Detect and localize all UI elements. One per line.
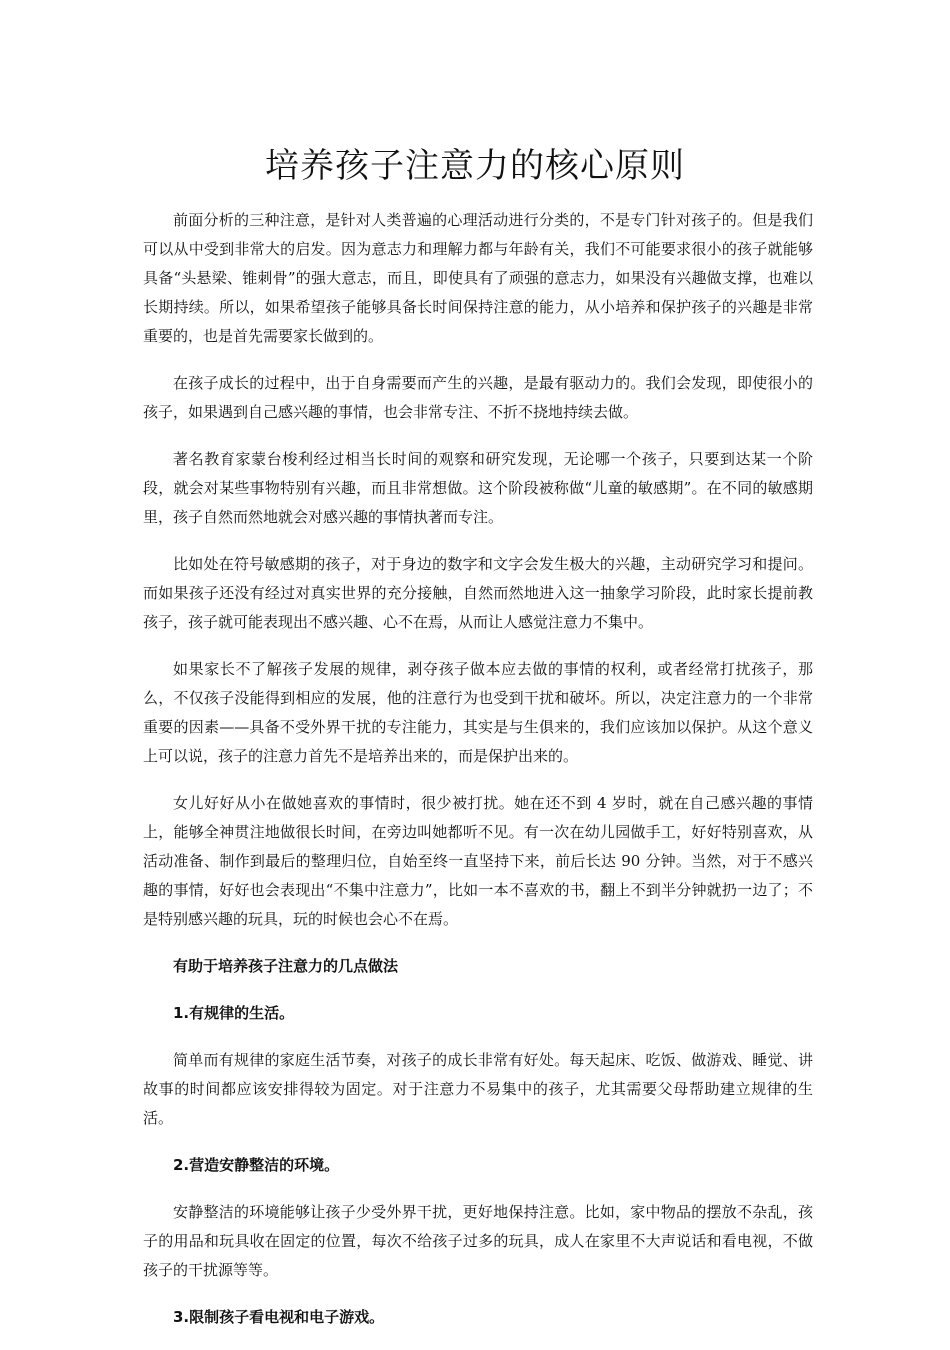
section-heading: 有助于培养孩子注意力的几点做法: [173, 957, 399, 975]
body-paragraph: 比如处在符号敏感期的孩子，对于身边的数字和文字会发生极大的兴趣，主动研究学习和提问。而如果孩子还没有经过对真实世界的充分接触，自然而然地进入这一抽象学习阶段，此时家长提前教孩子，孩子就可能表现出不感兴趣、心不在焉，从而让人感觉注意力不集中。: [143, 555, 813, 631]
tip-paragraph: 简单而有规律的家庭生活节奏，对孩子的成长非常有好处。每天起床、吃饭、做游戏、睡觉、讲故事的时间都应该安排得较为固定。对于注意力不易集中的孩子，尤其需要父母帮助建立规律的生活。: [143, 1051, 813, 1127]
body-paragraph: 在孩子成长的过程中，出于自身需要而产生的兴趣，是最有驱动力的。我们会发现，即使很小的孩子，如果遇到自己感兴趣的事情，也会非常专注、不折不挠地持续去做。: [143, 374, 813, 421]
page-title: 培养孩子注意力的核心原则: [265, 146, 685, 186]
body-paragraph: 前面分析的三种注意，是针对人类普遍的心理活动进行分类的，不是专门针对孩子的。但是我们可以从中受到非常大的启发。因为意志力和理解力都与年龄有关，我们不可能要求很小的孩子就能够具备“头悬梁、锥刺骨”的强大意志，而且，即使具有了顽强的意志力，如果没有兴趣做支撑，也难以长期持续。所以，如果希望孩子能够具备长时间保持注意的能力，从小培养和保护孩子的兴趣是非常重要的，也是首先需要家长做到的。: [143, 211, 813, 345]
tip-heading: 3.限制孩子看电视和电子游戏。: [173, 1308, 385, 1326]
document-body: [143, 206, 813, 1350]
tip-heading: 1.有规律的生活。: [173, 1004, 295, 1022]
tip-paragraph: 安静整洁的环境能够让孩子少受外界干扰，更好地保持注意。比如，家中物品的摆放不杂乱，孩子的用品和玩具收在固定的位置，每次不给孩子过多的玩具，成人在家里不大声说话和看电视，不做孩子的干扰源等等。: [143, 1203, 813, 1279]
body-paragraph: 著名教育家蒙台梭利经过相当长时间的观察和研究发现，无论哪一个孩子，只要到达某一个阶段，就会对某些事物特别有兴趣，而且非常想做。这个阶段被称做“儿童的敏感期”。在不同的敏感期里，孩子自然而然地就会对感兴趣的事情执著而专注。: [143, 450, 813, 526]
body-paragraph: 女儿好好从小在做她喜欢的事情时，很少被打扰。她在还不到 4 岁时，就在自己感兴趣的事情上，能够全神贯注地做很长时间，在旁边叫她都听不见。有一次在幼儿园做手工，好好特别喜欢，从活动准备、制作到最后的整理归位，自始至终一直坚持下来，前后长达 90 分钟。当然，对于不感兴趣的事情，好好也会表现出“不集中注意力”，比如一本不喜欢的书，翻上不到半分钟就扔一边了；不是特别感兴趣的玩具，玩的时候也会心不在焉。: [143, 794, 813, 928]
tip-heading: 2.营造安静整洁的环境。: [173, 1156, 340, 1174]
body-paragraph: 如果家长不了解孩子发展的规律，剥夺孩子做本应去做的事情的权利，或者经常打扰孩子，那么，不仅孩子没能得到相应的发展，他的注意行为也受到干扰和破坏。所以，决定注意力的一个非常重要的因素——具备不受外界干扰的专注能力，其实是与生俱来的，我们应该加以保护。从这个意义上可以说，孩子的注意力首先不是培养出来的，而是保护出来的。: [143, 660, 813, 765]
